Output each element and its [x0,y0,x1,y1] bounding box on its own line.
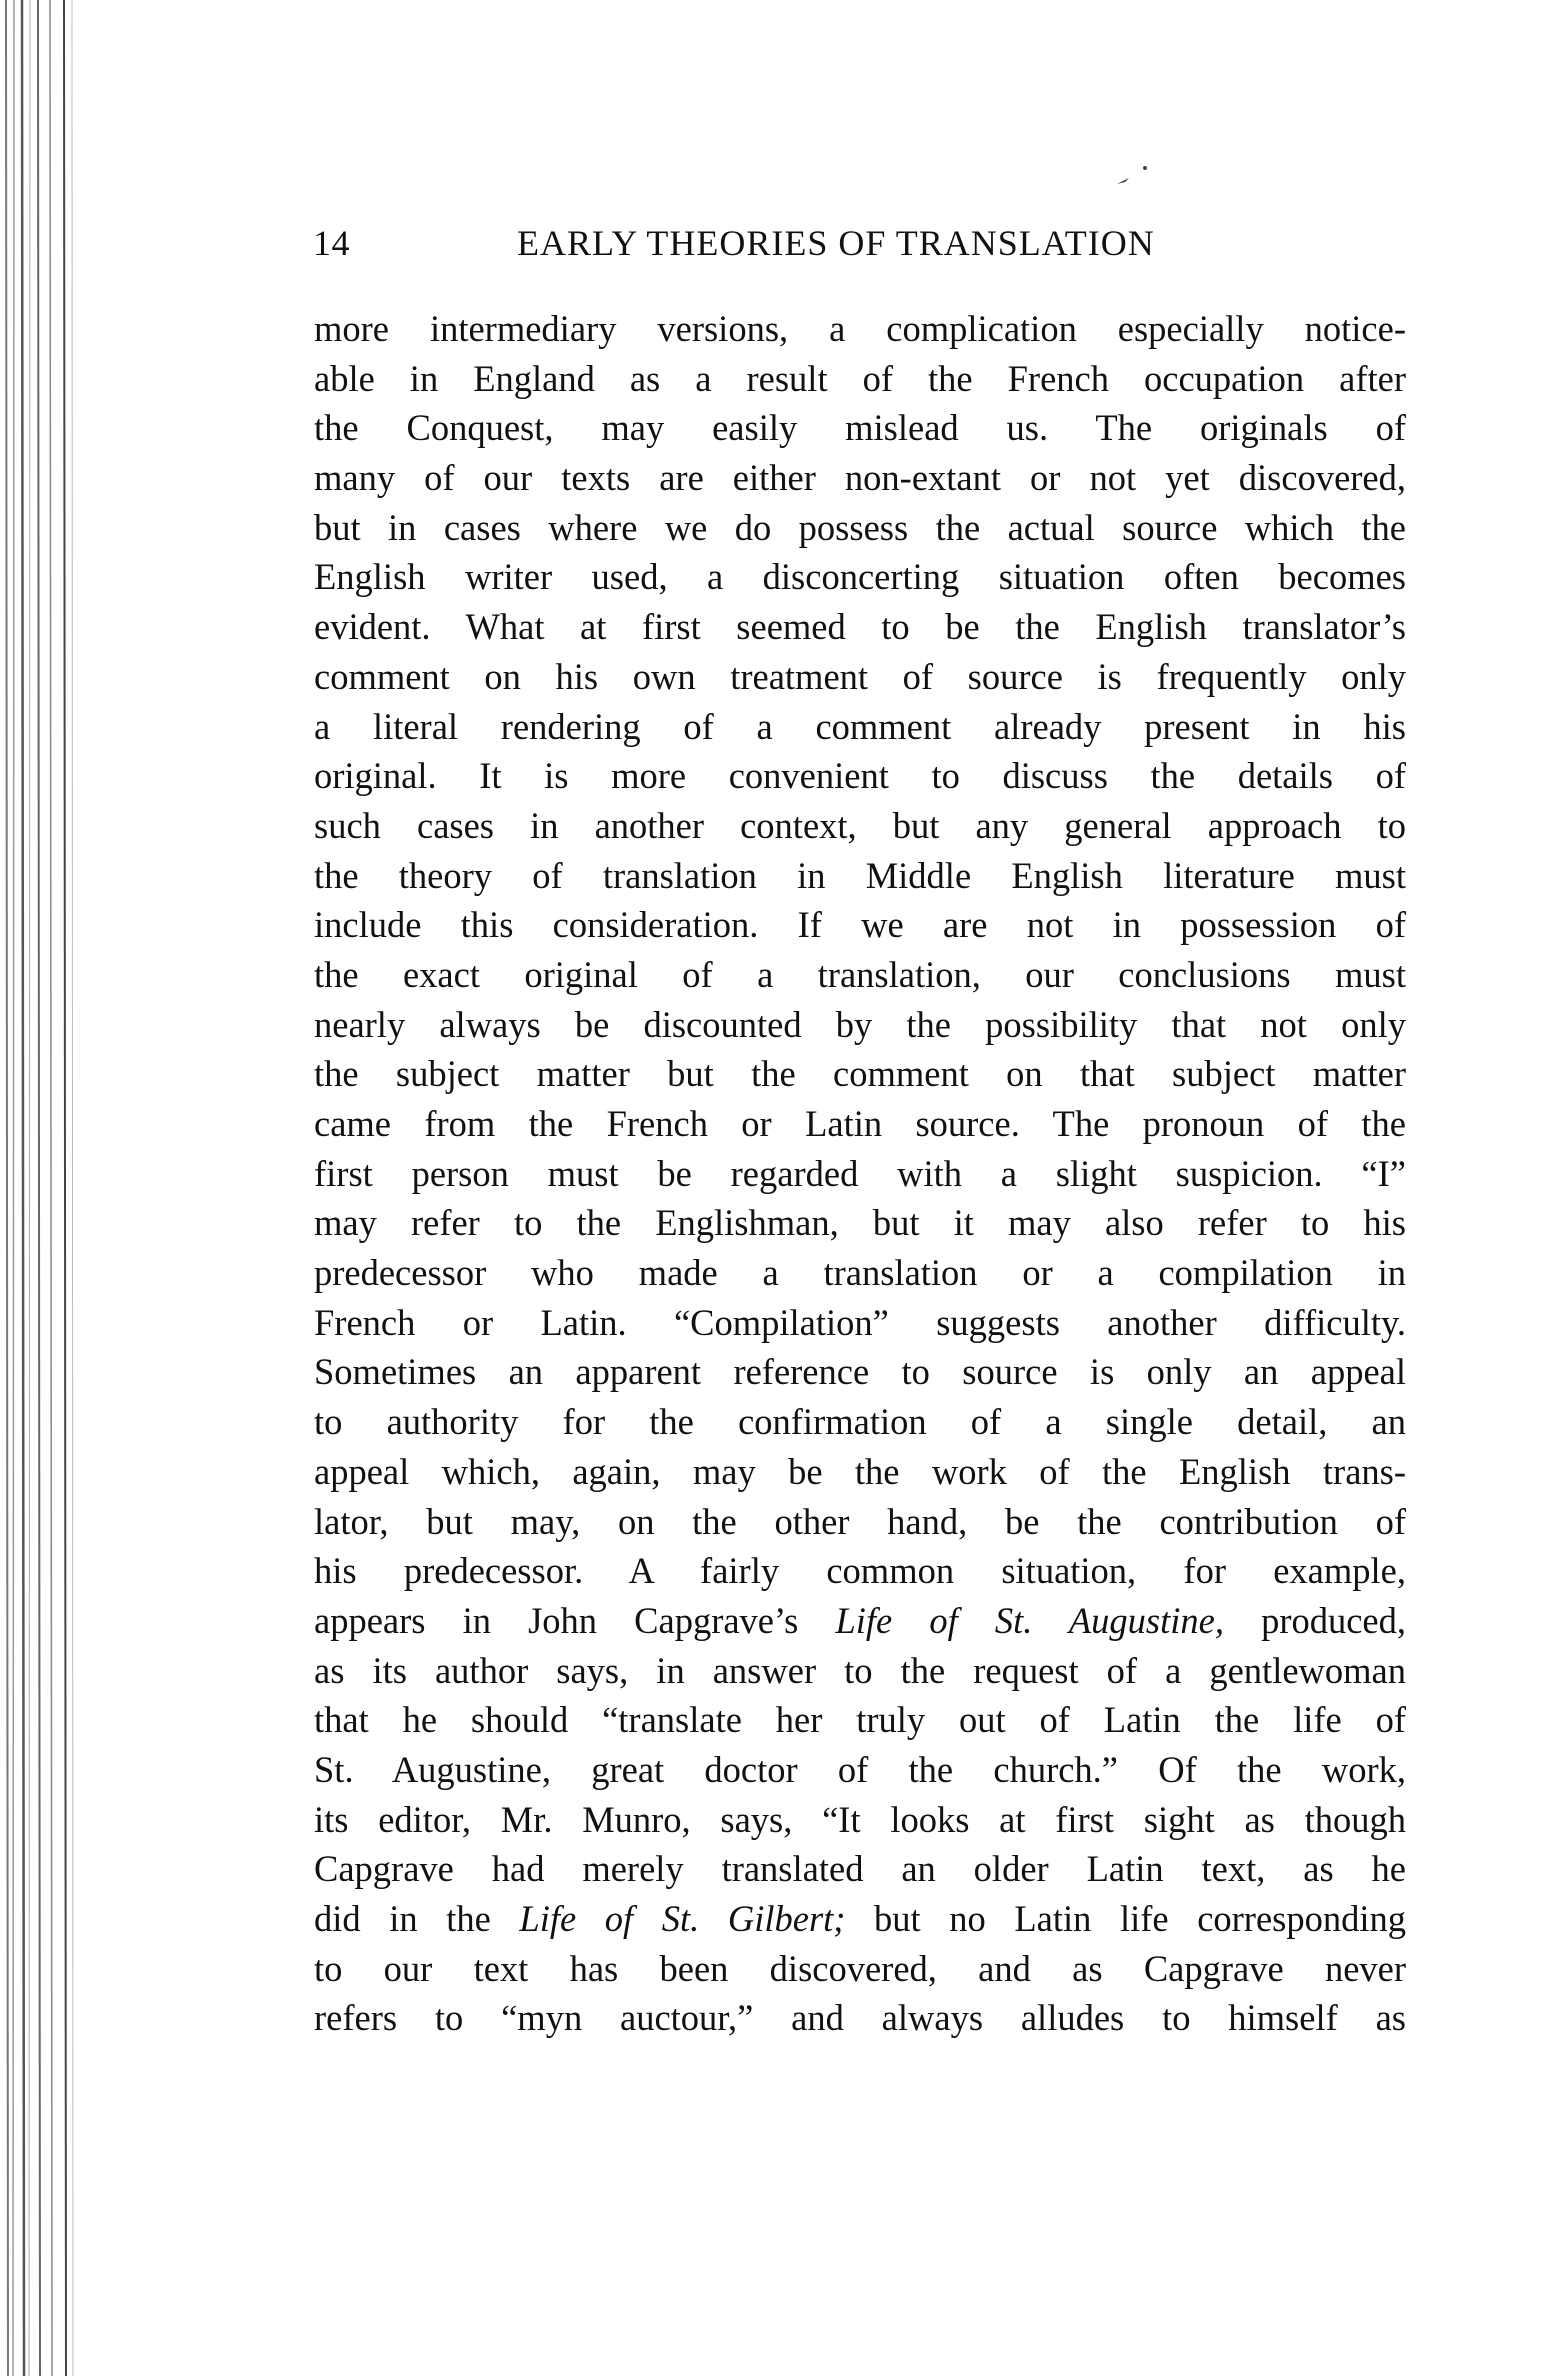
text-line: the Conquest, may easily mislead us. The originals of [314,407,1406,449]
text-line: first person must be regarded with a slight suspicion. “I” [314,1152,1406,1194]
text-line: lator, but may, on the other hand, be the contribution of [314,1500,1406,1542]
text-line: refers to “myn auctour,” and always alludes to himself as [314,1997,1406,2039]
text-line: St. Augustine, great doctor of the church.” Of the work, [314,1748,1406,1790]
text-line: the exact original of a translation, our conclusions must [314,953,1406,995]
text-line: Capgrave had merely translated an older Latin text, as he [314,1848,1406,1890]
text-line: predecessor who made a translation or a compilation in [314,1252,1406,1294]
text-line: came from the French or Latin source. The pronoun of the [314,1103,1406,1144]
text-line-with-title [314,1596,1406,1646]
text-line: nearly always be discounted by the possibility that not only [314,1003,1406,1045]
body-paragraph [314,304,1406,2043]
scan-speck [1115,158,1155,188]
text-segment: produced, [1261,1599,1407,1641]
text-segment: did in the [314,1898,491,1939]
text-line: comment on his own treatment of source is frequently only [314,655,1406,697]
text-segment: appears in John Capgrave’s [314,1599,799,1641]
text-line: to authority for the confirmation of a single detail, an [314,1401,1406,1443]
text-line: such cases in another context, but any general approach to [314,804,1406,846]
text-line: English writer used, a disconcerting situation often becomes [314,556,1406,598]
book-title-italic: Life of St. Gilbert; [519,1898,846,1939]
text-line: Sometimes an apparent reference to source is only an appeal [314,1351,1406,1393]
text-line: include this consideration. If we are not in possession of [314,904,1406,946]
text-line: may refer to the Englishman, but it may also refer to his [314,1202,1406,1244]
text-line: the theory of translation in Middle English literature must [314,854,1406,896]
text-line: more intermediary versions, a complication especially notice- [314,308,1406,349]
text-line: able in England as a result of the French occupation after [314,357,1406,399]
text-line-with-title [314,1894,1406,1944]
running-head [313,222,1403,272]
text-line: to our text has been discovered, and as Capgrave never [314,1947,1406,1989]
binding-edge-lines [0,0,80,2376]
running-title: EARLY THEORIES OF TRANSLATION [517,223,1155,263]
text-line: but in cases where we do possess the actual source which the [314,506,1406,548]
text-line: that he should “translate her truly out of Latin the life of [314,1699,1406,1741]
book-title-italic: Life of St. Augustine, [835,1599,1224,1641]
text-line: as its author says, in answer to the request of a gentlewoman [314,1649,1406,1691]
text-line: his predecessor. A fairly common situation, for example, [314,1550,1406,1592]
page-number: 14 [313,223,350,263]
text-line: appeal which, again, may be the work of the English trans- [314,1450,1406,1492]
text-segment: but no Latin life corresponding [874,1898,1407,1939]
text-line: its editor, Mr. Munro, says, “It looks at first sight as though [314,1798,1406,1840]
text-line: original. It is more convenient to discuss the details of [314,755,1406,797]
text-line: French or Latin. “Compilation” suggests another difficulty. [314,1301,1406,1343]
text-line: many of our texts are either non-extant or not yet discovered, [314,457,1406,499]
binding-edge-graphic [0,0,80,2376]
text-line: a literal rendering of a comment already present in his [314,705,1406,747]
text-line: evident. What at first seemed to be the English translator’s [314,606,1406,648]
text-line: the subject matter but the comment on that subject matter [314,1053,1406,1095]
